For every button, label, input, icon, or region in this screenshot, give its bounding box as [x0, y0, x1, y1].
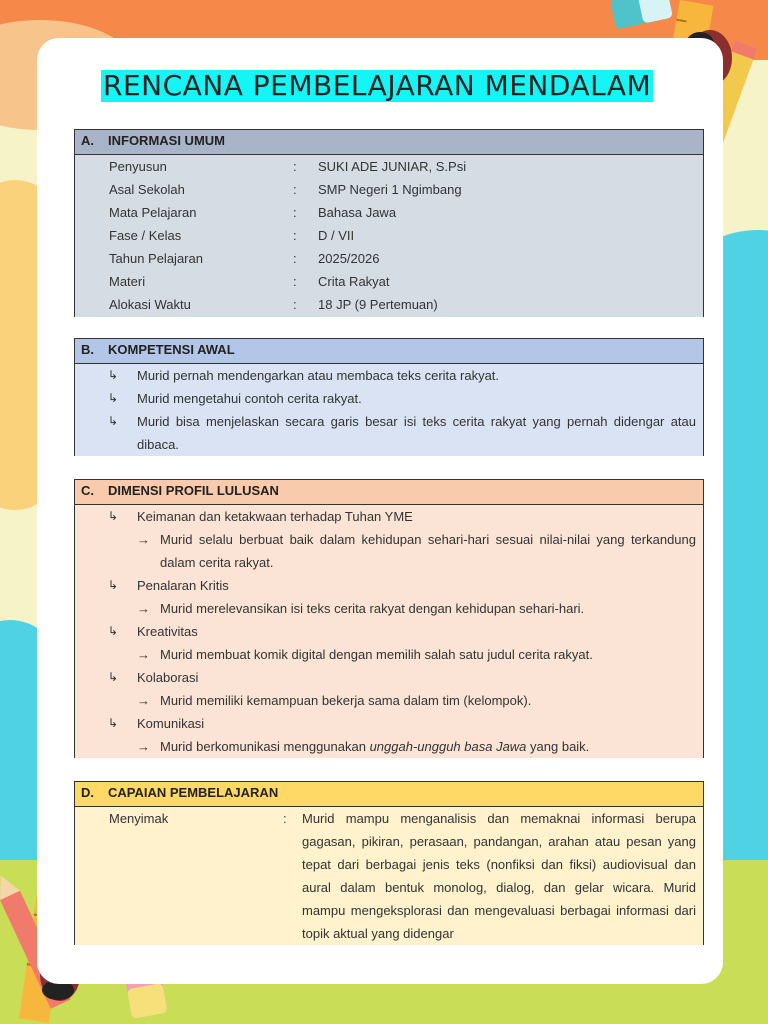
list-item-text: Murid bisa menjelaskan secara garis besar isi teks cerita rakyat yang pernah didengar atau dibaca. [137, 414, 696, 452]
section-letter: B. [81, 342, 94, 357]
dimension-label: Penalaran Kritis [137, 578, 229, 593]
dimension-description [75, 689, 703, 712]
section-header [75, 480, 703, 505]
bullet-arrow-icon: ↳ [108, 414, 119, 428]
achievement-key: Menyimak [109, 811, 169, 826]
info-colon: : [293, 251, 297, 266]
section-kompetensi-awal [74, 338, 704, 456]
dimension-description-text [160, 739, 589, 754]
bullet-arrow-icon: ↳ [108, 578, 119, 592]
info-row [75, 293, 703, 316]
section-capaian-pembelajaran [74, 781, 704, 945]
section-informasi-umum [74, 129, 704, 317]
info-colon: : [293, 274, 297, 289]
info-value: SMP Negeri 1 Ngimbang [318, 182, 462, 197]
info-value: SUKI ADE JUNIAR, S.Psi [318, 159, 467, 174]
list-item [75, 410, 703, 456]
description-text-start: Murid berkomunikasi menggunakan [160, 739, 370, 754]
info-key: Tahun Pelajaran [109, 251, 203, 266]
info-key: Asal Sekolah [109, 182, 185, 197]
dimension-description-text: Murid selalu berbuat baik dalam kehidupan sehari-hari sesuai nilai-nilai yang terkandung dalam cerita rakyat. [160, 532, 696, 570]
info-colon: : [293, 228, 297, 243]
info-value: Bahasa Jawa [318, 205, 397, 220]
section-title: INFORMASI UMUM [108, 133, 225, 148]
dimension-label: Komunikasi [137, 716, 205, 731]
info-row [75, 155, 703, 178]
section-body [75, 505, 703, 758]
dimension-description [75, 528, 703, 574]
info-row [75, 247, 703, 270]
dimension-description-text: Murid merelevansikan isi teks cerita rakyat dengan kehidupan sehari-hari. [160, 601, 585, 616]
info-key: Alokasi Waktu [109, 297, 191, 312]
section-header [75, 782, 703, 807]
right-arrow-icon: → [137, 739, 150, 754]
info-row [75, 224, 703, 247]
info-key: Penyusun [109, 159, 167, 174]
info-row [75, 270, 703, 293]
bullet-arrow-icon: ↳ [108, 509, 119, 523]
achievement-colon: : [283, 811, 287, 826]
right-arrow-icon: → [137, 647, 150, 662]
info-value: 18 JP (9 Pertemuan) [318, 297, 438, 312]
list-item [75, 387, 703, 410]
dimension-label: Keimanan dan ketakwaan terhadap Tuhan YME [137, 509, 413, 524]
info-value: 2025/2026 [318, 251, 380, 266]
section-letter: D. [81, 785, 94, 800]
dimension-description-text: Murid membuat komik digital dengan memilih salah satu judul cerita rakyat. [160, 647, 593, 662]
dimension-label: Kolaborasi [137, 670, 199, 685]
list-item-text: Murid pernah mendengarkan atau membaca teks cerita rakyat. [137, 368, 500, 383]
info-colon: : [293, 159, 297, 174]
section-body [75, 807, 703, 945]
info-row [75, 201, 703, 224]
page-title: RENCANA PEMBELAJARAN MENDALAM [103, 69, 652, 102]
info-value: D / VII [318, 228, 355, 243]
section-letter: C. [81, 483, 94, 498]
info-colon: : [293, 182, 297, 197]
achievement-value: Murid mampu menganalisis dan memaknai informasi berupa gagasan, pikiran, perasaan, pandangan, arahan atau pesan yang tepat dari berbagai jenis teks (nonfiksi dan fiksi) audiovisual dan aural dalam bentuk monolog, dialog, dan gelar wicara. Murid mampu mengeksplorasi dan mengevaluasi berbagai informasi dari topik aktual yang didengar [302, 811, 696, 941]
dimension-item [75, 620, 703, 643]
right-arrow-icon: → [137, 693, 150, 708]
section-title: KOMPETENSI AWAL [108, 342, 235, 357]
dimension-label: Kreativitas [137, 624, 198, 639]
section-body [75, 364, 703, 456]
dimension-description [75, 597, 703, 620]
bullet-arrow-icon: ↳ [108, 391, 119, 405]
list-item-text: Murid mengetahui contoh cerita rakyat. [137, 391, 362, 406]
bullet-arrow-icon: ↳ [108, 368, 119, 382]
description-emphasis: unggah-ungguh basa Jawa [369, 739, 527, 754]
dimension-description [75, 643, 703, 666]
info-colon: : [293, 297, 297, 312]
info-key: Mata Pelajaran [109, 205, 197, 220]
section-letter: A. [81, 133, 94, 148]
dimension-item [75, 666, 703, 689]
section-header [75, 130, 703, 155]
right-arrow-icon: → [137, 532, 150, 547]
info-colon: : [293, 205, 297, 220]
bullet-arrow-icon: ↳ [108, 624, 119, 638]
right-arrow-icon: → [137, 601, 150, 616]
dimension-item [75, 574, 703, 597]
section-dimensi-profil-lulusan [74, 479, 704, 758]
description-text-end: yang baik. [526, 739, 590, 754]
list-item [75, 364, 703, 387]
dimension-description-text: Murid memiliki kemampuan bekerja sama dalam tim (kelompok). [160, 693, 532, 708]
info-row [75, 178, 703, 201]
info-key: Fase / Kelas [109, 228, 182, 243]
section-title: DIMENSI PROFIL LULUSAN [108, 483, 279, 498]
achievement-row [75, 807, 703, 945]
section-header [75, 339, 703, 364]
section-body [75, 155, 703, 317]
section-title: CAPAIAN PEMBELAJARAN [108, 785, 279, 800]
bullet-arrow-icon: ↳ [108, 670, 119, 684]
info-value: Crita Rakyat [318, 274, 390, 289]
bullet-arrow-icon: ↳ [108, 716, 119, 730]
info-key: Materi [109, 274, 146, 289]
dimension-item [75, 505, 703, 528]
dimension-description [75, 735, 703, 758]
dimension-item [75, 712, 703, 735]
eraser-icon [610, 0, 673, 29]
